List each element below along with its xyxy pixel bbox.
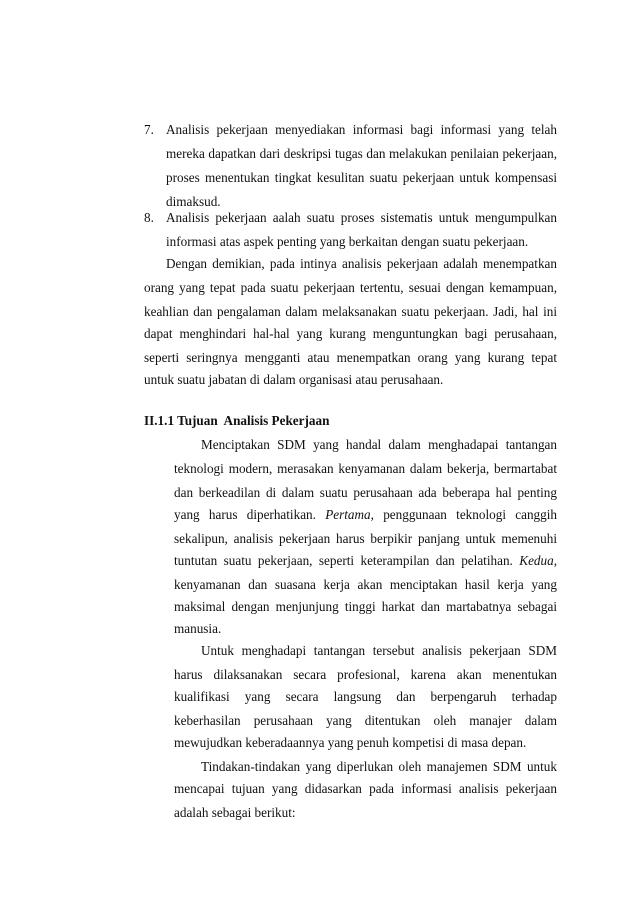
item7-line-1: Analisis pekerjaan menyediakan informasi bagi informasi yang telah <box>166 122 557 137</box>
summary-line-6: untuk suatu jabatan di dalam organisasi atau perusahaan. <box>144 372 444 387</box>
p1-italic-kedua: Kedua <box>519 553 554 568</box>
p2-line-3: kualifikasi yang secara langsung dan berpengaruh terhadap <box>174 689 557 704</box>
list-number-8: 8. <box>144 210 154 225</box>
p1-line-7: kenyamanan dan suasana kerja akan menciptakan hasil kerja yang <box>174 577 557 592</box>
p1-line-6-start: tuntutan suatu pekerjaan, seperti keterampilan dan pelatihan. <box>174 553 513 568</box>
item8-line-1: Analisis pekerjaan aalah suatu proses sistematis untuk mengumpulkan <box>166 210 557 225</box>
p1-line-2: teknologi modern, merasakan kenyamanan dalam bekerja, bermartabat <box>174 461 557 476</box>
p1-line-4-rest: penggunaan teknologi canggih <box>383 507 557 522</box>
p1-line-6 <box>174 553 557 569</box>
item8-line-2: informasi atas aspek penting yang berkaitan dengan suatu pekerjaan. <box>166 234 529 249</box>
p3-line-1: Tindakan-tindakan yang diperlukan oleh manajemen SDM untuk <box>201 759 557 774</box>
p2-line-1: Untuk menghadapi tantangan tersebut analisis pekerjaan SDM <box>201 643 557 658</box>
item7-line-2: mereka dapatkan dari deskripsi tugas dan melakukan penilaian pekerjaan, <box>166 146 557 161</box>
section-heading: II.1.1 Tujuan Analisis Pekerjaan <box>144 413 330 428</box>
summary-line-2: orang yang tepat pada suatu pekerjaan tertentu, sesuai dengan kemampuan, <box>144 280 557 295</box>
p1-italic-pertama: Pertama, <box>325 507 374 522</box>
p1-line-4-start: yang harus diperhatikan. <box>174 507 316 522</box>
item7-line-3: proses menentukan tingkat kesulitan suatu pekerjaan untuk kompensasi <box>166 170 557 185</box>
p1-line-9: manusia. <box>174 621 222 636</box>
p1-line-5: sekalipun, analisis pekerjaan harus berpikir panjang untuk memenuhi <box>174 531 557 546</box>
summary-line-1: Dengan demikian, pada intinya analisis pekerjaan adalah menempatkan <box>166 256 557 271</box>
p3-line-3: adalah sebagai berikut: <box>174 805 296 820</box>
summary-line-3: keahlian dan pengalaman dalam melaksanakan suatu pekerjaan. Jadi, hal ini <box>144 304 557 319</box>
summary-line-4: dapat menghindari hal-hal yang kurang menguntungkan bagi perusahaan, <box>144 326 557 341</box>
p1-line-3: dan berkeadilan di dalam suatu perusahaan ada beberapa hal penting <box>174 485 557 500</box>
p1-line-1: Menciptakan SDM yang handal dalam menghadapai tantangan <box>201 437 557 452</box>
p2-line-2: harus dilaksanakan secara profesional, karena akan menentukan <box>174 667 557 682</box>
p2-line-4: keberhasilan perusahaan yang ditentukan oleh manajer dalam <box>174 713 557 728</box>
p3-line-2: mencapai tujuan yang didasarkan pada informasi analisis pekerjaan <box>174 781 557 796</box>
p2-line-5: mewujudkan keberadaannya yang penuh kompetisi di masa depan. <box>174 735 527 750</box>
p1-line-8: maksimal dengan menjunjung tinggi harkat dan martabatnya sebagai <box>174 599 557 614</box>
item7-line-4: dimaksud. <box>166 194 221 209</box>
p1-line-6-comma: , <box>553 553 558 568</box>
summary-line-5: seperti seringnya mengganti atau menempatkan orang yang kurang tepat <box>144 350 557 365</box>
list-number-7: 7. <box>144 122 154 137</box>
p1-line-4 <box>174 507 557 523</box>
